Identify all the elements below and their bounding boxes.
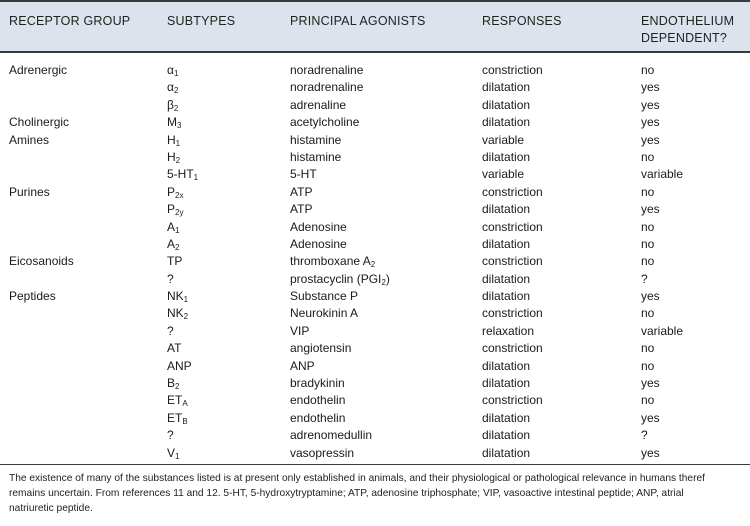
agonist-cell: [290, 445, 354, 462]
endothelium-text: variable: [641, 323, 684, 338]
subtype-cell: [167, 427, 174, 444]
response-cell: [482, 305, 543, 322]
endothelium-cell: [641, 62, 654, 79]
subtype-subscript: 2: [173, 103, 179, 113]
subtype-subscript: 2x: [175, 190, 184, 200]
response-cell: [482, 253, 543, 270]
agonist-subscript: 2: [381, 277, 386, 287]
receptor-group-cell: [9, 253, 74, 270]
table-header: [0, 0, 750, 53]
table-row: [0, 79, 750, 96]
agonist-text: acetylcholine: [290, 115, 360, 130]
agonist-text: vasopressin: [290, 445, 355, 460]
subtype-cell: [167, 236, 179, 253]
endothelium-cell: [641, 132, 660, 149]
endothelium-text: no: [641, 184, 655, 199]
response-cell: [482, 114, 530, 131]
receptor-group-text: Peptides: [9, 289, 56, 304]
table-row: [0, 288, 750, 305]
subtype-text: A: [167, 236, 176, 251]
agonist-text: Adenosine: [290, 236, 347, 251]
endothelium-text: yes: [641, 97, 660, 112]
agonist-cell: [290, 323, 309, 340]
table-row: [0, 114, 750, 131]
endothelium-text: no: [641, 306, 655, 321]
subtype-text: A: [167, 219, 176, 234]
subtype-subscript: 1: [175, 225, 180, 235]
endothelium-cell: [641, 358, 654, 375]
endothelium-cell: [641, 271, 648, 288]
endothelium-cell: [641, 375, 660, 392]
receptor-group-cell: [9, 132, 49, 149]
receptor-group-text: Purines: [9, 184, 50, 199]
agonist-cell: [290, 305, 358, 322]
response-cell: [482, 271, 530, 288]
endothelium-cell: [641, 79, 660, 96]
footnote-line-3: natriuretic peptide.: [9, 503, 93, 514]
agonist-cell: [290, 201, 312, 218]
agonist-subscript: 2: [370, 260, 376, 270]
receptor-group-text: Adrenergic: [9, 63, 68, 77]
table-row: [0, 427, 750, 444]
header-principal-agonists: PRINCIPAL AGONISTS: [290, 14, 426, 28]
table-row: [0, 375, 750, 392]
response-cell: [482, 340, 543, 357]
subtype-text: ET: [167, 410, 183, 425]
agonist-cell: [290, 132, 341, 149]
footnote-line-1: The existence of many of the substances listed is at present only established in animals, and their physiological or pathological relevance in humans theref: [9, 473, 705, 484]
response-text: dilatation: [482, 410, 531, 425]
response-text: constriction: [482, 341, 543, 356]
endothelium-cell: [641, 392, 654, 409]
subtype-cell: [167, 114, 181, 131]
endothelium-text: no: [641, 63, 655, 77]
agonist-text: endothelin: [290, 393, 346, 408]
response-text: dilatation: [482, 80, 531, 95]
agonist-cell: [290, 62, 363, 79]
agonist-text: adrenaline: [290, 97, 347, 112]
response-cell: [482, 201, 530, 218]
subtype-cell: [167, 392, 188, 409]
agonist-text: VIP: [290, 323, 310, 338]
response-text: dilatation: [482, 236, 531, 251]
response-cell: [482, 219, 543, 236]
subtype-text: M: [167, 115, 177, 130]
subtype-cell: [167, 166, 198, 183]
response-text: dilatation: [482, 289, 531, 304]
response-cell: [482, 288, 530, 305]
response-cell: [482, 445, 530, 462]
subtype-text: TP: [167, 254, 183, 269]
endothelium-text: no: [641, 236, 655, 251]
response-cell: [482, 410, 530, 427]
agonist-cell: [290, 79, 363, 96]
table-row: [0, 253, 750, 270]
response-text: dilatation: [482, 358, 531, 373]
subtype-cell: [167, 62, 178, 79]
table-body: [0, 62, 750, 462]
receptor-group-text: Eicosanoids: [9, 254, 74, 269]
endothelium-text: yes: [641, 115, 660, 130]
response-cell: [482, 62, 543, 79]
agonist-text: ATP: [290, 202, 313, 217]
agonist-cell: [290, 219, 347, 236]
response-cell: [482, 236, 530, 253]
response-text: dilatation: [482, 428, 531, 443]
subtype-text: β: [167, 97, 174, 112]
agonist-cell: [290, 236, 347, 253]
subtype-subscript: 3: [177, 121, 182, 131]
table-row: [0, 201, 750, 218]
endothelium-cell: [641, 323, 683, 340]
endothelium-cell: [641, 340, 654, 357]
agonist-cell: [290, 97, 346, 114]
subtype-subscript: 1: [175, 451, 180, 461]
agonist-cell: [290, 410, 345, 427]
subtype-text: α: [167, 63, 174, 77]
subtype-cell: [167, 97, 178, 114]
subtype-cell: [167, 79, 178, 96]
agonist-cell: [290, 375, 345, 392]
response-text: constriction: [482, 254, 543, 269]
agonist-tail: ): [385, 271, 390, 286]
response-cell: [482, 358, 530, 375]
agonist-text: histamine: [290, 149, 342, 164]
endothelium-cell: [641, 97, 660, 114]
endothelium-cell: [641, 166, 683, 183]
subtype-cell: [167, 271, 174, 288]
endothelium-cell: [641, 201, 660, 218]
subtype-cell: [167, 375, 179, 392]
agonist-cell: [290, 392, 345, 409]
response-text: dilatation: [482, 271, 531, 286]
response-cell: [482, 392, 543, 409]
endothelium-text: ?: [641, 271, 648, 286]
subtype-subscript: 2: [175, 242, 180, 252]
subtype-subscript: 2y: [175, 208, 184, 218]
subtype-text: α: [167, 80, 174, 95]
subtype-cell: [167, 358, 192, 375]
agonist-cell: [290, 166, 317, 183]
endothelium-cell: [641, 305, 654, 322]
agonist-text: bradykinin: [290, 376, 345, 391]
endothelium-cell: [641, 410, 660, 427]
agonist-cell: [290, 340, 351, 357]
receptor-group-cell: [9, 184, 50, 201]
table-row: [0, 271, 750, 288]
header-endothelium-line2: DEPENDENT?: [641, 31, 728, 45]
subtype-cell: [167, 305, 188, 322]
endothelium-cell: [641, 184, 654, 201]
endothelium-text: no: [641, 393, 655, 408]
agonist-text: noradrenaline: [290, 80, 364, 95]
table-footnote: [0, 464, 750, 526]
subtype-text: H: [167, 149, 176, 164]
endothelium-cell: [641, 236, 654, 253]
subtype-text: H: [167, 132, 176, 147]
table-row: [0, 410, 750, 427]
subtype-text: B: [167, 376, 176, 391]
table-row: [0, 149, 750, 166]
table-row: [0, 392, 750, 409]
response-text: dilatation: [482, 115, 531, 130]
agonist-text: ANP: [290, 358, 315, 373]
subtype-subscript: A: [182, 399, 188, 409]
subtype-cell: [167, 340, 181, 357]
agonist-text: noradrenaline: [290, 63, 364, 77]
response-text: dilatation: [482, 376, 531, 391]
header-endothelium-dependent: [641, 13, 734, 47]
subtype-text: P: [167, 184, 176, 199]
header-receptor-group: RECEPTOR GROUP: [9, 14, 131, 28]
subtype-subscript: 1: [183, 295, 189, 305]
subtype-text: NK: [167, 289, 184, 304]
endothelium-text: variable: [641, 167, 684, 182]
subtype-text: ?: [167, 428, 174, 443]
endothelium-cell: [641, 219, 654, 236]
receptor-group-cell: [9, 288, 56, 305]
receptor-group-text: Cholinergic: [9, 115, 70, 130]
subtype-subscript: 2: [183, 312, 189, 322]
subtype-cell: [167, 132, 180, 149]
subtype-cell: [167, 253, 182, 270]
subtype-cell: [167, 323, 174, 340]
table-row: [0, 305, 750, 322]
header-endothelium-line1: ENDOTHELIUM: [641, 14, 735, 28]
response-cell: [482, 149, 530, 166]
table-row: [0, 62, 750, 79]
subtype-text: V: [167, 445, 176, 460]
endothelium-text: no: [641, 358, 655, 373]
agonist-text: prostacyclin (PGI: [290, 271, 382, 286]
subtype-text: ANP: [167, 358, 192, 373]
endothelium-text: no: [641, 254, 655, 269]
subtype-text: ?: [167, 323, 174, 338]
response-text: constriction: [482, 219, 543, 234]
receptor-group-cell: [9, 114, 69, 131]
agonist-cell: [290, 253, 375, 270]
endothelium-text: yes: [641, 410, 660, 425]
subtype-subscript: 1: [175, 138, 181, 148]
subtype-cell: [167, 445, 179, 462]
table-row: [0, 358, 750, 375]
response-cell: [482, 184, 543, 201]
endothelium-text: ?: [641, 428, 648, 443]
table-row: [0, 340, 750, 357]
agonist-text: thromboxane A: [290, 254, 371, 269]
subtype-subscript: 1: [173, 69, 179, 78]
endothelium-text: yes: [641, 202, 660, 217]
agonist-cell: [290, 114, 359, 131]
agonist-cell: [290, 288, 358, 305]
response-text: relaxation: [482, 323, 535, 338]
response-cell: [482, 97, 530, 114]
subtype-cell: [167, 288, 188, 305]
response-text: constriction: [482, 393, 543, 408]
agonist-text: ATP: [290, 184, 313, 199]
table-row: [0, 97, 750, 114]
response-cell: [482, 375, 530, 392]
endothelium-cell: [641, 114, 660, 131]
table-row: [0, 166, 750, 183]
subtype-text: AT: [167, 341, 182, 356]
subtype-subscript: 1: [193, 173, 199, 183]
footnote-line-2: remains uncertain. From references 11 and 12. 5-HT, 5-hydroxytryptamine; ATP, adenosine triphosphate; VIP, vasoactive intestinal peptide; ANP, atrial: [9, 488, 684, 499]
endothelium-text: no: [641, 219, 655, 234]
subtype-text: P: [167, 202, 176, 217]
table-row: [0, 132, 750, 149]
subtype-cell: [167, 184, 183, 201]
subtype-cell: [167, 201, 183, 218]
endothelium-text: yes: [641, 445, 660, 460]
agonist-cell: [290, 184, 312, 201]
subtype-subscript: B: [182, 416, 188, 426]
response-text: constriction: [482, 184, 543, 199]
subtype-text: ?: [167, 271, 174, 286]
response-text: dilatation: [482, 202, 531, 217]
agonist-cell: [290, 149, 341, 166]
response-text: dilatation: [482, 149, 531, 164]
subtype-subscript: 2: [175, 382, 180, 392]
endothelium-text: yes: [641, 289, 660, 304]
response-cell: [482, 79, 530, 96]
endothelium-cell: [641, 288, 660, 305]
endothelium-cell: [641, 427, 648, 444]
response-cell: [482, 427, 530, 444]
table-row: [0, 184, 750, 201]
agonist-text: Adenosine: [290, 219, 347, 234]
agonist-text: histamine: [290, 132, 342, 147]
agonist-text: angiotensin: [290, 341, 352, 356]
agonist-text: Substance P: [290, 289, 359, 304]
agonist-cell: [290, 427, 372, 444]
response-text: dilatation: [482, 445, 531, 460]
agonist-text: Neurokinin A: [290, 306, 359, 321]
agonist-text: 5-HT: [290, 167, 317, 182]
subtype-cell: [167, 149, 180, 166]
response-text: variable: [482, 167, 525, 182]
subtype-subscript: 2: [175, 155, 181, 165]
response-text: constriction: [482, 306, 543, 321]
response-cell: [482, 132, 524, 149]
endothelium-text: yes: [641, 376, 660, 391]
subtype-subscript: 2: [173, 86, 179, 96]
response-text: variable: [482, 132, 525, 147]
agonist-text: adrenomedullin: [290, 428, 373, 443]
agonist-cell: [290, 358, 315, 375]
endothelium-cell: [641, 149, 654, 166]
endothelium-text: yes: [641, 80, 660, 95]
table-row: [0, 445, 750, 462]
response-text: dilatation: [482, 97, 531, 112]
endothelium-text: no: [641, 149, 655, 164]
response-cell: [482, 166, 524, 183]
receptor-group-text: Amines: [9, 132, 50, 147]
endothelium-cell: [641, 445, 660, 462]
subtype-cell: [167, 219, 179, 236]
endothelium-cell: [641, 253, 654, 270]
endothelium-text: yes: [641, 132, 660, 147]
subtype-text: NK: [167, 306, 184, 321]
agonist-text: endothelin: [290, 410, 346, 425]
endothelium-text: no: [641, 341, 655, 356]
header-subtypes: SUBTYPES: [167, 14, 236, 28]
header-responses: RESPONSES: [482, 14, 562, 28]
subtype-cell: [167, 410, 188, 427]
agonist-cell: [290, 271, 390, 288]
table-row: [0, 236, 750, 253]
table-row: [0, 219, 750, 236]
subtype-text: 5-HT: [167, 167, 194, 182]
receptor-group-cell: [9, 62, 67, 79]
response-cell: [482, 323, 534, 340]
response-text: constriction: [482, 63, 543, 77]
table-row: [0, 323, 750, 340]
subtype-text: ET: [167, 393, 183, 408]
